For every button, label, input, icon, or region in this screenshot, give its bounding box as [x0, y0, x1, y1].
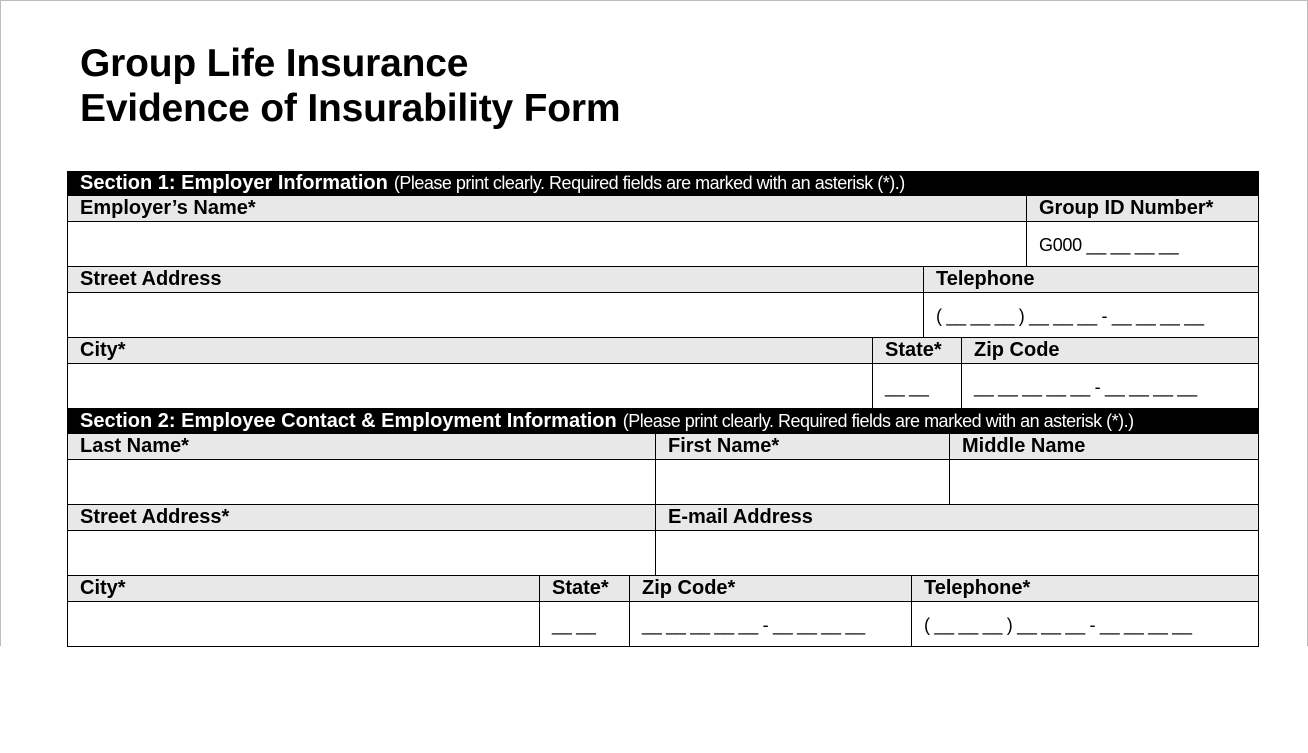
employee-street-label: Street Address* [68, 505, 656, 530]
employee-address-field-row [68, 531, 1258, 576]
employee-state-field[interactable]: __ __ [540, 602, 630, 646]
employer-city-label-row [68, 338, 1258, 364]
employee-state-label: State* [540, 576, 630, 601]
employer-name-label: Employer’s Name* [68, 196, 1027, 221]
employee-name-field-row [68, 460, 1258, 505]
section-2-header [68, 409, 1258, 434]
employer-field-row [68, 222, 1258, 267]
employer-name-field[interactable] [68, 222, 1027, 266]
group-id-field[interactable]: G000 __ __ __ __ [1039, 234, 1179, 255]
section-2-title: Section 2: Employee Contact & Employment Information [80, 410, 617, 432]
employer-street-field[interactable] [68, 293, 924, 337]
employer-city-field-row [68, 364, 1258, 409]
employee-zip-label: Zip Code* [630, 576, 912, 601]
employee-city-label-row [68, 576, 1258, 602]
title-line-2: Evidence of Insurability Form [80, 87, 621, 130]
employee-street-field[interactable] [68, 531, 656, 575]
employee-city-label: City* [68, 576, 540, 601]
middle-name-field[interactable] [950, 460, 1258, 504]
last-name-label: Last Name* [68, 434, 656, 459]
employer-telephone-label: Telephone [936, 268, 1035, 290]
employer-city-field[interactable] [68, 364, 873, 408]
employer-street-label: Street Address [68, 267, 924, 292]
employer-state-field[interactable]: __ __ [873, 364, 962, 408]
form-table [67, 171, 1259, 647]
employee-address-label-row [68, 505, 1258, 531]
group-id-label: Group ID Number* [1039, 197, 1214, 219]
first-name-label: First Name* [656, 434, 950, 459]
section-1-title: Section 1: Employer Information [80, 172, 388, 194]
section-1-note: (Please print clearly. Required fields are marked with an asterisk (*).) [393, 173, 905, 193]
employer-city-label: City* [68, 338, 873, 363]
employer-state-label: State* [873, 338, 962, 363]
email-label: E-mail Address [668, 506, 813, 528]
employer-address-label-row [68, 267, 1258, 293]
last-name-field[interactable] [68, 460, 656, 504]
employee-city-field[interactable] [68, 602, 540, 646]
employee-zip-field[interactable]: __ __ __ __ __ - __ __ __ __ [630, 602, 912, 646]
employer-telephone-field[interactable]: ( __ __ __ ) __ __ __ - __ __ __ __ [936, 305, 1204, 326]
employee-name-label-row [68, 434, 1258, 460]
employer-address-field-row [68, 293, 1258, 338]
employee-telephone-field[interactable]: ( __ __ __ ) __ __ __ - __ __ __ __ [924, 614, 1192, 635]
middle-name-label: Middle Name [962, 435, 1086, 457]
section-2-note: (Please print clearly. Required fields are marked with an asterisk (*).) [622, 411, 1134, 431]
email-field[interactable] [656, 531, 1258, 575]
form-title [80, 41, 620, 131]
employer-zip-label: Zip Code [974, 339, 1060, 361]
title-line-1: Group Life Insurance [80, 42, 469, 85]
first-name-field[interactable] [656, 460, 950, 504]
employer-label-row [68, 196, 1258, 222]
employee-telephone-label: Telephone* [924, 577, 1031, 599]
section-1-header [68, 171, 1258, 196]
employer-zip-field[interactable]: __ __ __ __ __ - __ __ __ __ [974, 376, 1197, 397]
employee-city-field-row [68, 602, 1258, 647]
